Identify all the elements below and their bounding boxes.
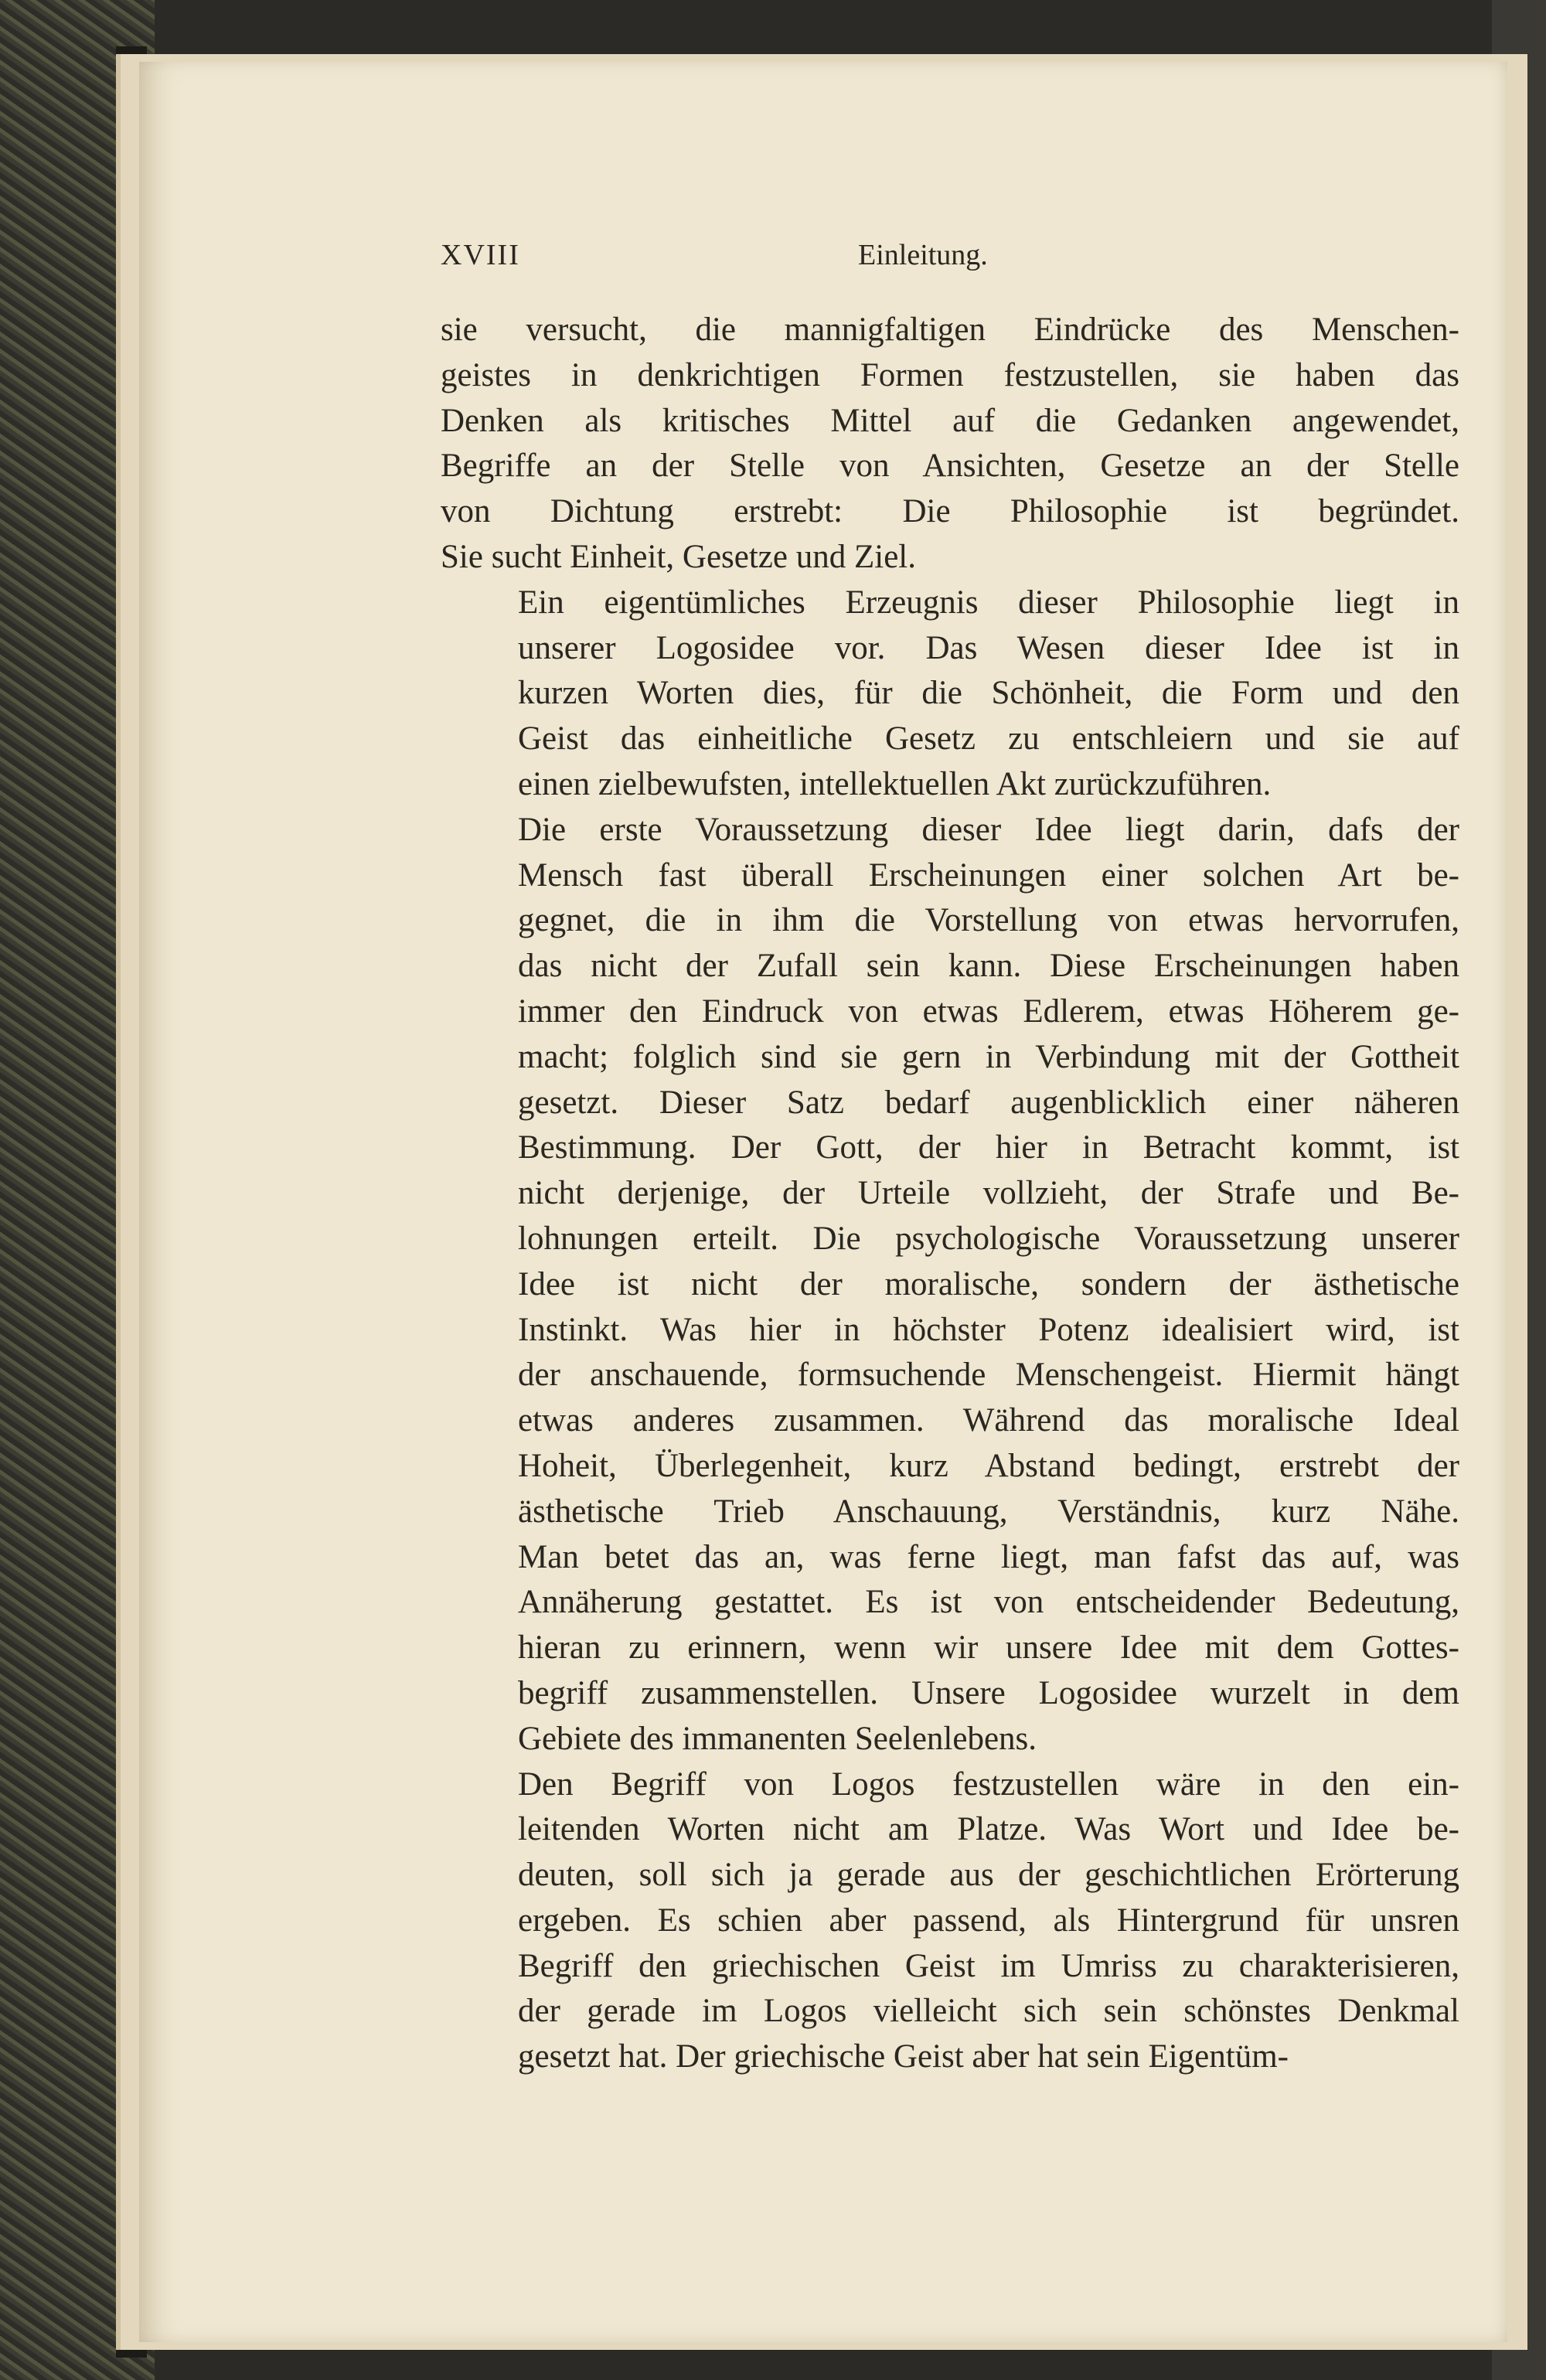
text-line: Bestimmung. Der Gott, der hier in Betracht kommt, ist <box>518 1129 1459 1166</box>
text-line: deuten, soll sich ja gerade aus der geschichtlichen Erörterung <box>518 1857 1459 1894</box>
text-line: Hoheit, Überlegenheit, kurz Abstand bedingt, erstrebt der <box>518 1447 1459 1484</box>
text-line: immer den Eindruck von etwas Edlerem, etwas Höherem ge- <box>518 993 1459 1030</box>
text-line: Idee ist nicht der moralische, sondern der ästhetische <box>518 1265 1459 1302</box>
text-line: Instinkt. Was hier in höchster Potenz idealisiert wird, ist <box>518 1311 1459 1348</box>
text-line: Die erste Voraussetzung dieser Idee liegt darin, dafs der <box>518 811 1459 848</box>
text-line: das nicht der Zufall sein kann. Diese Erscheinungen haben <box>518 948 1459 985</box>
text-line: nicht derjenige, der Urteile vollzieht, der Strafe und Be- <box>518 1175 1459 1212</box>
body-text <box>441 308 1459 2080</box>
paragraph <box>441 1762 1459 2081</box>
text-line: Ein eigentümliches Erzeugnis dieser Philosophie liegt in <box>518 584 1459 621</box>
text-line: kurzen Worten dies, für die Schönheit, die Form und den <box>518 675 1459 712</box>
text-line: der anschauende, formsuchende Menschengeist. Hiermit hängt <box>518 1357 1459 1394</box>
text-line: Annäherung gestattet. Es ist von entscheidender Bedeutung, <box>518 1584 1459 1621</box>
text-line: von Dichtung erstrebt: Die Philosophie ist begründet. <box>441 493 1459 530</box>
text-line: ergeben. Es schien aber passend, als Hintergrund für unsren <box>518 1902 1459 1939</box>
text-line: einen zielbewufsten, intellektuellen Akt zurückzuführen. <box>518 765 1272 802</box>
text-line: unserer Logosidee vor. Das Wesen dieser Idee ist in <box>518 629 1459 666</box>
text-line: Begriffe an der Stelle von Ansichten, Gesetze an der Stelle <box>441 448 1459 485</box>
page-number: XVIII <box>441 239 520 271</box>
text-line: Begriff den griechischen Geist im Umriss zu charakterisieren, <box>518 1947 1459 1984</box>
running-title: Einleitung. <box>858 239 988 271</box>
text-line: leitenden Worten nicht am Platze. Was Wort und Idee be- <box>518 1811 1459 1848</box>
text-line: Gebiete des immanenten Seelenlebens. <box>518 1720 1037 1757</box>
text-line: gesetzt. Dieser Satz bedarf augenblicklich einer näheren <box>518 1084 1459 1121</box>
text-line: begriff zusammenstellen. Unsere Logosidee wurzelt in dem <box>518 1674 1459 1711</box>
text-line: Geist das einheitliche Gesetz zu entschleiern und sie auf <box>518 720 1459 758</box>
text-line: der gerade im Logos vielleicht sich sein schönstes Denkmal <box>518 1993 1459 2030</box>
text-line: hieran zu erinnern, wenn wir unsere Idee mit dem Gottes- <box>518 1629 1459 1667</box>
text-line: Man betet das an, was ferne liegt, man fafst das auf, was <box>518 1538 1459 1575</box>
page-header <box>441 238 1461 284</box>
text-line: etwas anderes zusammen. Während das moralische Ideal <box>518 1402 1459 1439</box>
text-line: Mensch fast überall Erscheinungen einer solchen Art be- <box>518 856 1459 894</box>
text-line: Sie sucht Einheit, Gesetze und Ziel. <box>441 538 916 575</box>
text-line: sie versucht, die mannigfaltigen Eindrücke des Menschen- <box>441 312 1459 348</box>
text-line: gesetzt hat. Der griechische Geist aber hat sein Eigentüm- <box>518 2038 1289 2075</box>
text-line: geistes in denkrichtigen Formen festzustellen, sie haben das <box>441 356 1459 393</box>
text-line: gegnet, die in ihm die Vorstellung von etwas hervorrufen, <box>518 902 1459 939</box>
text-line: lohnungen erteilt. Die psychologische Voraussetzung unserer <box>518 1220 1459 1257</box>
paragraph <box>441 808 1459 1762</box>
paragraph <box>441 308 1459 581</box>
text-line: Denken als kritisches Mittel auf die Gedanken angewendet, <box>441 402 1459 439</box>
text-line: ästhetische Trieb Anschauung, Verständnis, kurz Nähe. <box>518 1493 1459 1530</box>
text-line: macht; folglich sind sie gern in Verbindung mit der Gottheit <box>518 1038 1459 1075</box>
paragraph <box>441 581 1459 808</box>
text-line: Den Begriff von Logos festzustellen wäre in den ein- <box>518 1765 1459 1803</box>
